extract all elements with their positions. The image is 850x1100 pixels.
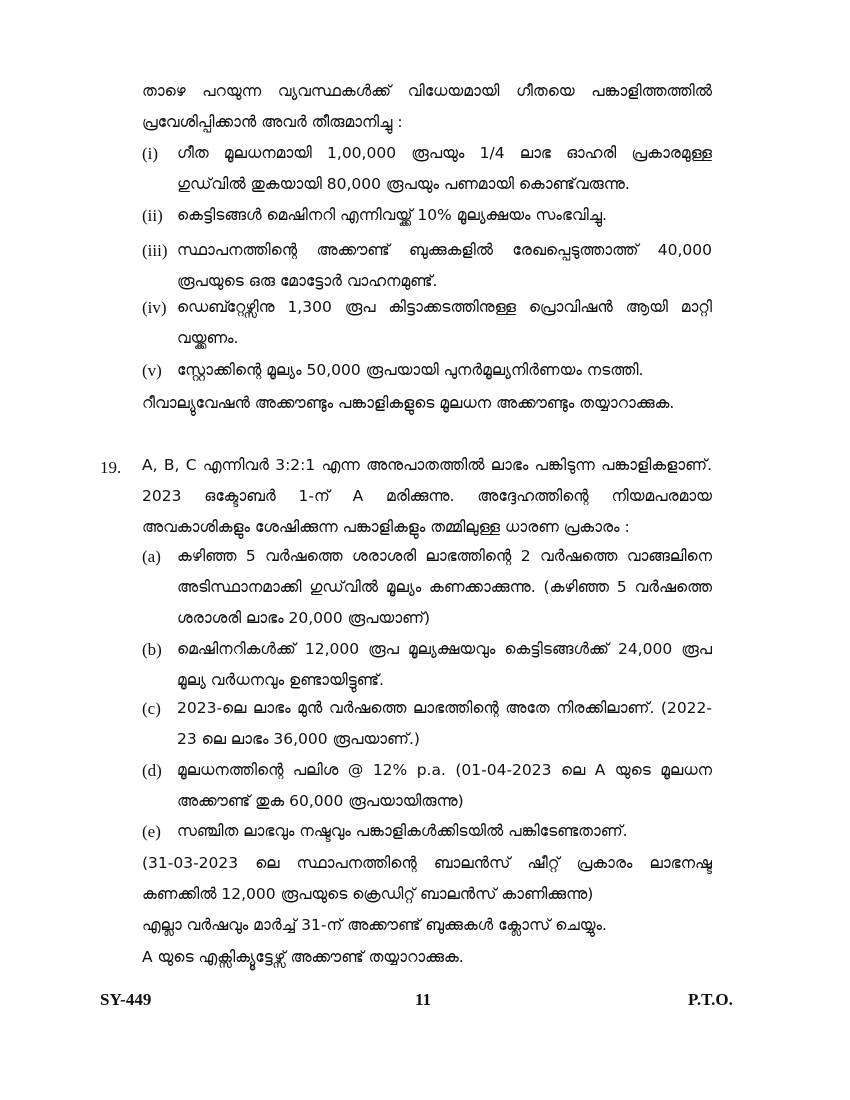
item-text: കെട്ടിടങ്ങൾ മെഷിനറി എന്നിവയ്ക്ക് 10% മൂല്യക്ഷയം സംഭവിച്ചു. — [177, 206, 607, 224]
q18-item-i — [142, 138, 712, 200]
q19-item-c — [142, 693, 712, 755]
item-text: സ്ഥാപനത്തിന്റെ അക്കൗണ്ട് ബുക്കുകളിൽ രേഖപ്പെടുത്താത്ത് 40,000 രൂപയുടെ ഒരു മോട്ടോർ വാഹനമുണ്ട്. — [177, 241, 712, 290]
item-label: (ii) — [142, 206, 163, 225]
q18-item-iv — [142, 292, 712, 354]
item-text: 2023-ലെ ലാഭം മുൻ വർഷത്തെ ലാഭത്തിന്റെ അതേ നിരക്കിലാണ്. (2022-23 ലെ ലാഭം 36,000 രൂപയാണ്.) — [177, 699, 712, 748]
item-label: (d) — [142, 761, 162, 780]
q19-item-a — [142, 541, 712, 634]
q19-item-b — [142, 634, 712, 696]
please-turn-over: P.T.O. — [688, 990, 733, 1009]
q19-line2: A യുടെ എക്സിക്യൂട്ടേഴ്സ് അക്കൗണ്ട് തയ്യാറാക്കുക. — [142, 948, 464, 966]
item-label: (i) — [142, 144, 159, 163]
item-label: (e) — [142, 822, 161, 841]
item-text: ഗീത മൂലധനമായി 1,00,000 രൂപയും 1/4 ലാഭ ഓഹരി പ്രകാരമുള്ള ഗുഡ്‌വിൽ തുകയായി 80,000 രൂപയും പണമായി കൊണ്ട്‌വരുന്നു. — [177, 144, 712, 193]
item-text: സഞ്ചിത ലാഭവും നഷ്ടവും പങ്കാളികൾക്കിടയിൽ പങ്കിടേണ്ടതാണ്. — [177, 822, 628, 840]
page-number: 11 — [415, 990, 432, 1009]
q18-item-ii — [142, 200, 712, 231]
q19-intro: A, B, C എന്നിവർ 3:2:1 എന്ന അനുപാതത്തിൽ ലാഭം പങ്കിടുന്ന പങ്കാളികളാണ്. 2023 ഒക്ടോബർ 1-ന് A മരിക്കുന്നു. അദ്ദേഹത്തിന്റെ നിയമപരമായ അവകാശികളും ശേഷിക്കുന്ന പങ്കാളികളും തമ്മിലുള്ള ധാരണ പ്രകാരം : — [142, 456, 712, 536]
q19-note: (31-03-2023 ലെ സ്ഥാപനത്തിന്റെ ബാലൻസ് ഷീറ്റ് പ്രകാരം ലാഭനഷ്ട കണക്കിൽ 12,000 രൂപയുടെ ക്രെഡിറ്റ് ബാലൻസ് കാണിക്കുന്നു) — [142, 854, 712, 903]
item-label: (v) — [142, 361, 162, 380]
item-label: (iv) — [142, 298, 167, 317]
q19-item-d — [142, 755, 712, 817]
item-text: സ്റ്റോക്കിന്റെ മൂല്യം 50,000 രൂപയായി പുനർമൂല്യനിർണയം നടത്തി. — [177, 361, 644, 379]
item-label: (a) — [142, 547, 161, 566]
q18-item-v — [142, 355, 712, 386]
q18-closing: റീവാല്യുവേഷൻ അക്കൗണ്ടും പങ്കാളികളുടെ മൂലധന അക്കൗണ്ടും തയ്യാറാക്കുക. — [142, 394, 675, 412]
item-label: (b) — [142, 640, 162, 659]
item-label: (iii) — [142, 241, 168, 260]
paper-code: SY-449 — [100, 990, 152, 1009]
q19-line1: എല്ലാ വർഷവും മാർച്ച് 31-ന് അക്കൗണ്ട് ബുക്കുകൾ ക്ലോസ് ചെയ്യും. — [142, 916, 607, 934]
item-text: മെഷിനറികൾക്ക് 12,000 രൂപ മൂല്യക്ഷയവും കെട്ടിടങ്ങൾക്ക് 24,000 രൂപ മൂല്യ വർധനവും ഉണ്ടായിട്ടുണ്ട്. — [177, 640, 712, 689]
q18-intro: താഴെ പറയുന്ന വ്യവസ്ഥകൾക്ക് വിധേയമായി ഗീതയെ പങ്കാളിത്തത്തിൽ പ്രവേശിപ്പിക്കാൻ അവർ തീരുമാനിച്ചു : — [142, 82, 712, 131]
item-text: കഴിഞ്ഞ 5 വർഷത്തെ ശരാശരി ലാഭത്തിന്റെ 2 വർഷത്തെ വാങ്ങലിനെ അടിസ്ഥാനമാക്കി ഗുഡ്‌വിൽ മൂല്യം കണക്കാക്കുന്നു. (കഴിഞ്ഞ 5 വർഷത്തെ ശരാശരി ലാഭം 20,000 രൂപയാണ്) — [177, 547, 712, 627]
question-number: 19. — [100, 458, 122, 477]
q18-item-iii — [142, 235, 712, 297]
item-text: ഡെബ്റ്റേഴ്സിനു 1,300 രൂപ കിട്ടാക്കടത്തിനുള്ള പ്രൊവിഷൻ ആയി മാറ്റി വയ്ക്കണം. — [177, 298, 712, 347]
q19-item-e — [142, 816, 712, 847]
item-text: മൂലധനത്തിന്റെ പലിശ @ 12% p.a. (01-04-2023 ലെ A യുടെ മൂലധന അക്കൗണ്ട് തുക 60,000 രൂപയായിരുന്നു) — [177, 761, 712, 810]
item-label: (c) — [142, 699, 161, 718]
